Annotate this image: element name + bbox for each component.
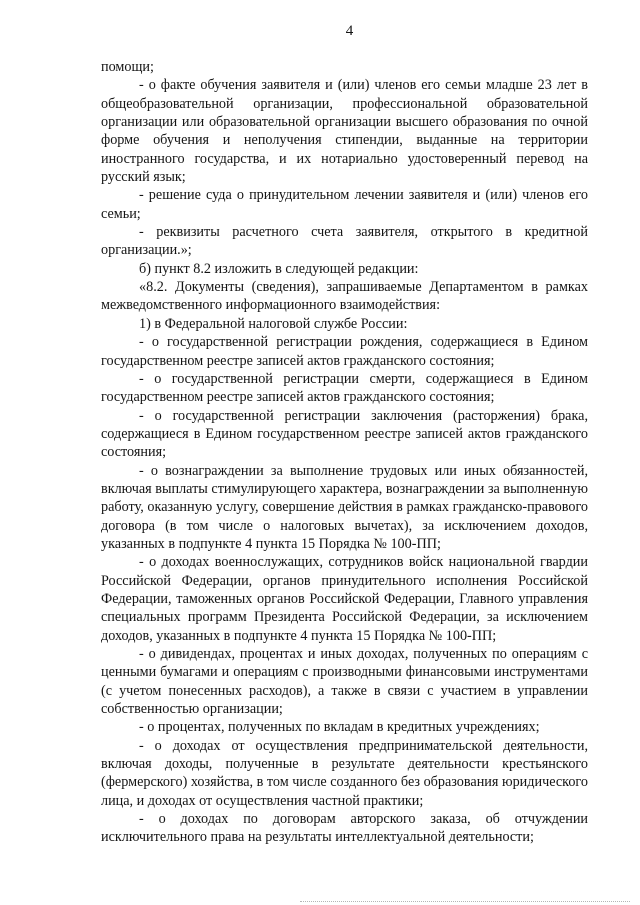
paragraph: - о факте обучения заявителя и (или) членов его семьи младше 23 лет в общеобразовательной организации, профессиональной образовательной организации или образовательной организации высшего образования по очной форме обучения и неполучения стипендии, выданные на территории иностранного государства, и их нотариально удостоверенный перевод на русский язык; bbox=[101, 77, 588, 186]
paragraph: - о доходах от осуществления предпринимательской деятельности, включая доходы, полученные в результате деятельности крестьянского (фермерского) хозяйства, в том числе созданного без образования юридического лица, и доходах от осуществления частной практики; bbox=[101, 737, 588, 809]
document-body bbox=[101, 58, 588, 847]
paragraph: - о вознаграждении за выполнение трудовых или иных обязанностей, включая выплаты стимулирующего характера, вознаграждении за выполненную работу, оказанную услугу, совершение действия в рамках гражданско-правового договора (в том числе о налоговых вычетах), за исключением доходов, указанных в подпункте 4 пункта 15 Порядка № 100-ПП; bbox=[101, 462, 588, 552]
page-number: 4 bbox=[345, 23, 354, 39]
paragraph: - решение суда о принудительном лечении заявителя и (или) членов его семьи; bbox=[101, 187, 588, 222]
paragraph: - о государственной регистрации рождения, содержащиеся в Едином государственном реестре записей актов гражданского состояния; bbox=[101, 334, 588, 369]
paragraph: помощи; bbox=[101, 59, 154, 75]
scan-edge-mark bbox=[300, 901, 630, 905]
paragraph: - о доходах по договорам авторского заказа, об отчуждении исключительного права на результаты интеллектуальной деятельности; bbox=[101, 811, 588, 846]
paragraph: б) пункт 8.2 изложить в следующей редакции: bbox=[139, 260, 419, 277]
paragraph: «8.2. Документы (сведения), запрашиваемые Департаментом в рамках межведомственного информационного взаимодействия: bbox=[101, 279, 588, 314]
paragraph: - реквизиты расчетного счета заявителя, открытого в кредитной организации.»; bbox=[101, 224, 588, 259]
paragraph: - о доходах военнослужащих, сотрудников войск национальной гвардии Российской Федерации, органов принудительного исполнения Российской Федерации, таможенных органов Российской Федерации, Главного управления специальных программ Президента Российской Федерации, за исключением доходов, указанных в подпункте 4 пункта 15 Порядка № 100-ПП; bbox=[101, 554, 588, 644]
paragraph: - о государственной регистрации смерти, содержащиеся в Едином государственном реестре записей актов гражданского состояния; bbox=[101, 370, 588, 406]
paragraph: - о дивидендах, процентах и иных доходах, полученных по операциям с ценными бумагами и операциям с производными финансовыми инструментами (с учетом понесенных расходов), а также в связи с участием в управлении собственностью организации; bbox=[101, 646, 588, 718]
paragraph: - о государственной регистрации заключения (расторжения) брака, содержащиеся в Едином государственном реестре записей актов гражданского состояния; bbox=[101, 407, 588, 461]
paragraph: - о процентах, полученных по вкладам в кредитных учреждениях; bbox=[139, 719, 540, 736]
paragraph: 1) в Федеральной налоговой службе России: bbox=[139, 315, 408, 332]
